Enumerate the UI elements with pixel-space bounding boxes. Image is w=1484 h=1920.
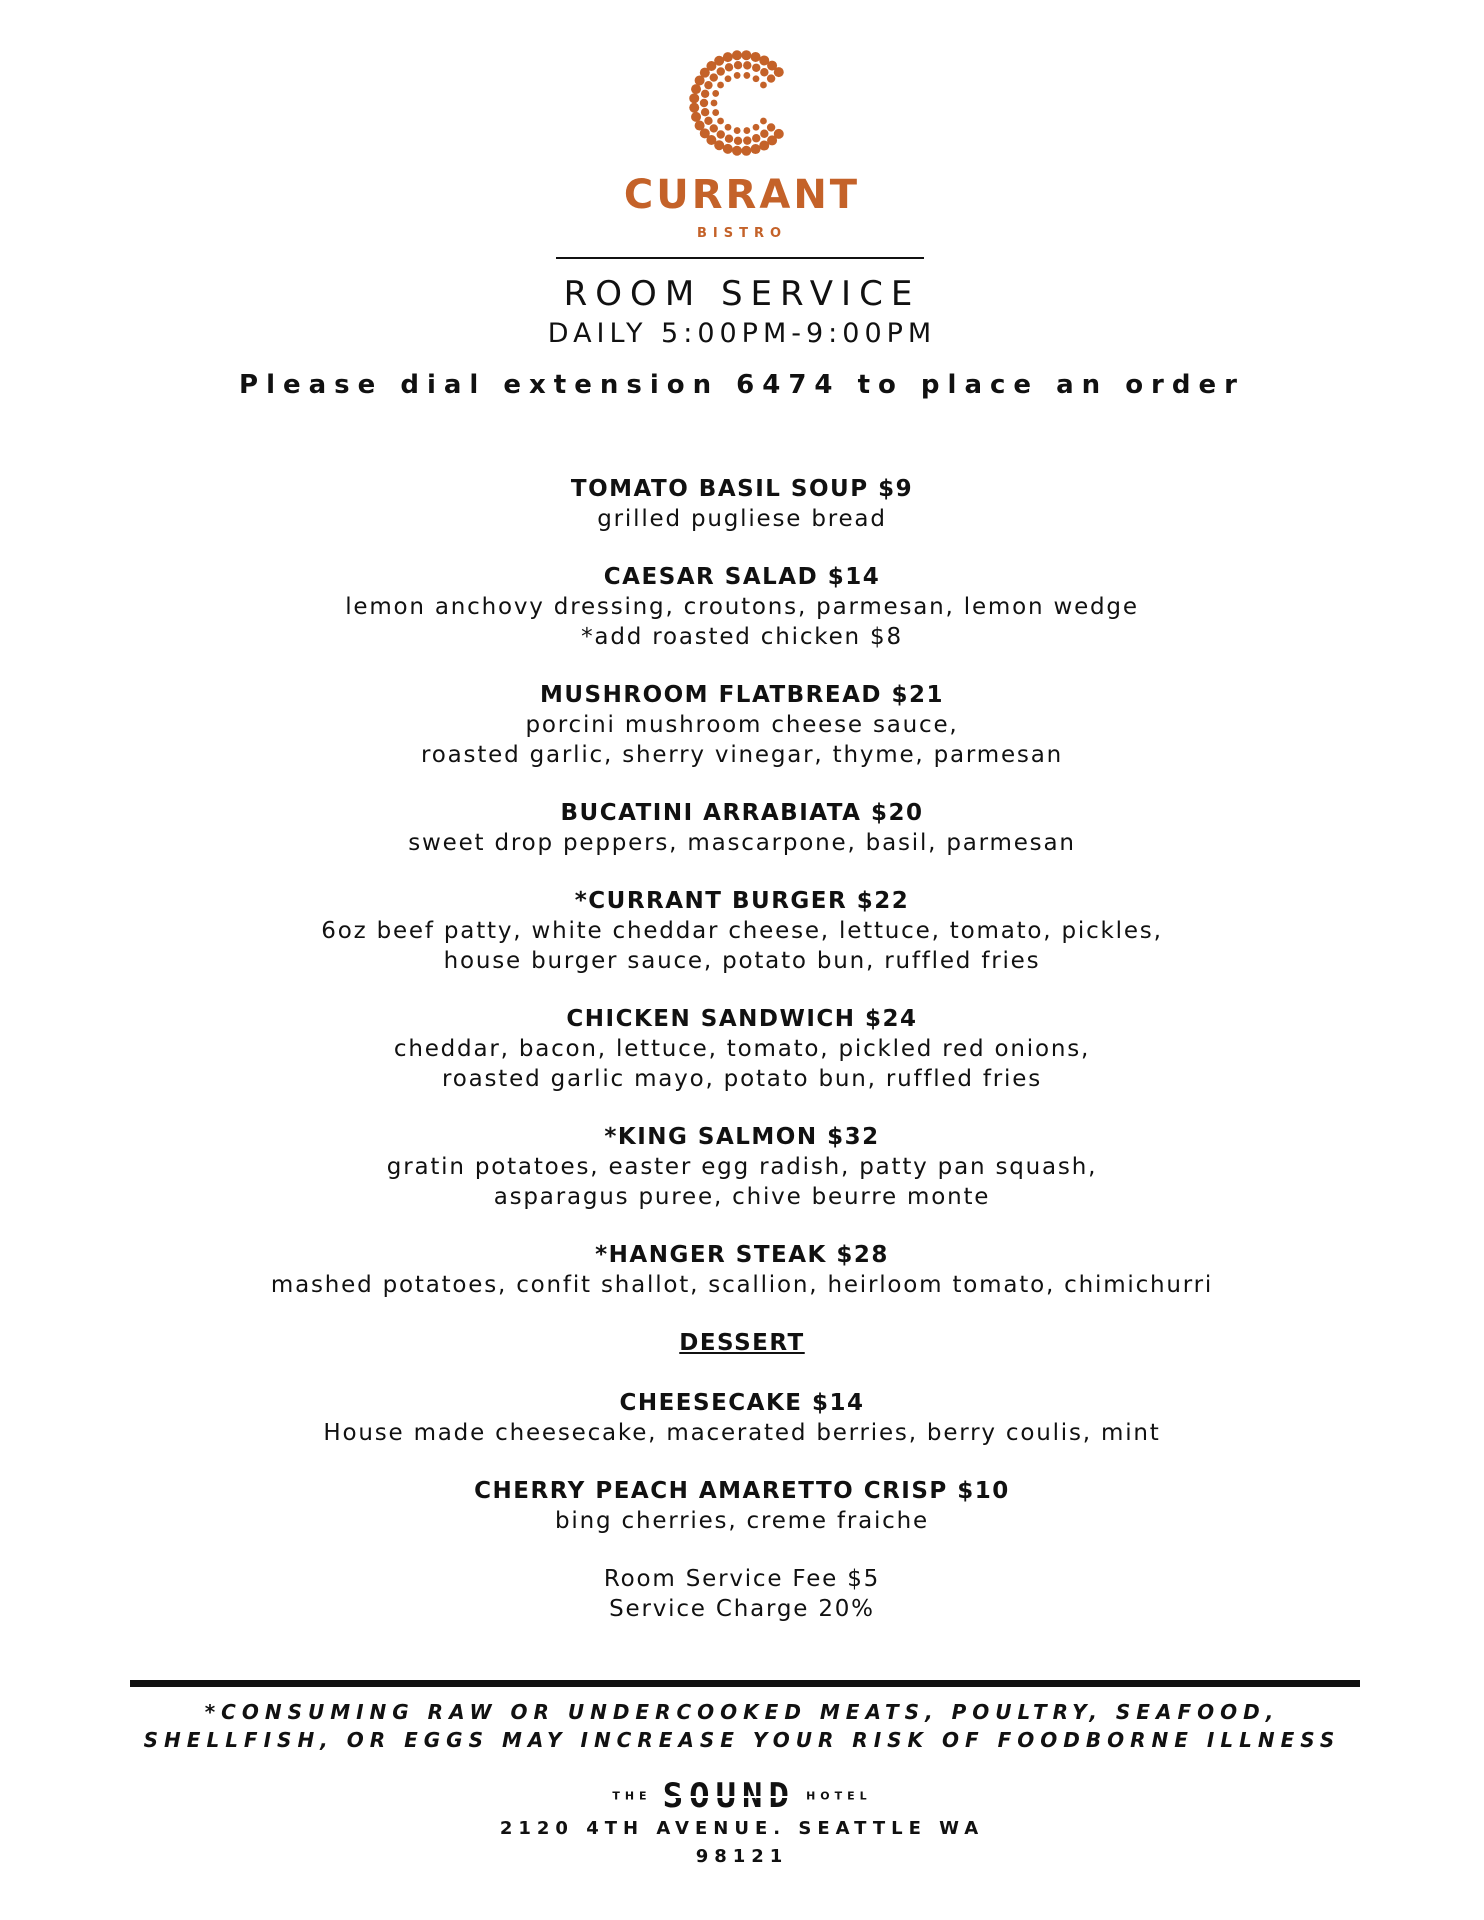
page-title: ROOM SERVICE — [563, 274, 921, 314]
item-name: MUSHROOM FLATBREAD $21 — [539, 682, 945, 708]
food-warning-line-2: SHELLFISH, OR EGGS MAY INCREASE YOUR RISK OF FOODBORNE ILLNESS — [143, 1728, 1341, 1752]
item-description: bing cherries, creme fraiche — [555, 1508, 929, 1534]
hotel-logo-post: HOTEL — [806, 1789, 872, 1803]
item-name: BUCATINI ARRABIATA $20 — [560, 800, 924, 826]
dessert-item — [0, 1388, 1484, 1448]
item-name: *KING SALMON $32 — [604, 1124, 880, 1150]
fee-line: Room Service Fee $5 — [603, 1566, 881, 1592]
menu-item — [0, 1004, 1484, 1094]
header-divider — [556, 257, 924, 259]
hotel-logo-name: SOUND — [662, 1776, 795, 1816]
brand-subtitle: BISTRO — [696, 226, 788, 241]
currant-logo-mark — [0, 48, 1484, 162]
item-description: 6oz beef patty, white cheddar cheese, lettuce, tomato, pickles, — [321, 918, 1163, 944]
menu-item — [0, 886, 1484, 976]
hotel-logo-pre: THE — [612, 1789, 652, 1803]
item-description: roasted garlic mayo, potato bun, ruffled fries — [442, 1066, 1042, 1092]
menu-item — [0, 562, 1484, 652]
item-description: sweet drop peppers, mascarpone, basil, parmesan — [408, 830, 1076, 856]
item-description: mashed potatoes, confit shallot, scallion, heirloom tomato, chimichurri — [270, 1272, 1214, 1298]
hotel-logo — [0, 1776, 1484, 1816]
fee-line: Service Charge 20% — [609, 1596, 875, 1622]
item-name: CHERRY PEACH AMARETTO CRISP $10 — [474, 1478, 1010, 1504]
menu-list — [0, 474, 1484, 1624]
dessert-heading: DESSERT — [679, 1330, 805, 1356]
menu-item — [0, 474, 1484, 534]
menu-item — [0, 798, 1484, 858]
item-description: cheddar, bacon, lettuce, tomato, pickled red onions, — [393, 1036, 1091, 1062]
item-description: grilled pugliese bread — [597, 506, 887, 532]
item-description: roasted garlic, sherry vinegar, thyme, parmesan — [421, 742, 1063, 768]
item-name: *HANGER STEAK $28 — [595, 1242, 889, 1268]
order-instructions: Please dial extension 6474 to place an order — [239, 370, 1245, 400]
item-name: TOMATO BASIL SOUP $9 — [570, 476, 914, 502]
footer-divider — [130, 1680, 1360, 1687]
hotel-address-line-1: 2120 4TH AVENUE. SEATTLE WA — [499, 1818, 985, 1839]
item-name: CHICKEN SANDWICH $24 — [566, 1006, 918, 1032]
menu-item — [0, 1122, 1484, 1212]
item-description: asparagus puree, chive beurre monte — [493, 1184, 991, 1210]
item-description: House made cheesecake, macerated berries, berry coulis, mint — [323, 1420, 1161, 1446]
item-description: lemon anchovy dressing, croutons, parmesan, lemon wedge — [345, 594, 1139, 620]
hotel-address-line-2: 98121 — [695, 1846, 789, 1867]
dessert-item — [0, 1476, 1484, 1536]
menu-item — [0, 680, 1484, 770]
item-description: *add roasted chicken $8 — [581, 624, 903, 650]
item-name: CAESAR SALAD $14 — [603, 564, 881, 590]
fees-block — [0, 1564, 1484, 1624]
item-name: *CURRANT BURGER $22 — [574, 888, 910, 914]
item-description: house burger sauce, potato bun, ruffled fries — [443, 948, 1041, 974]
item-description: porcini mushroom cheese sauce, — [525, 712, 959, 738]
food-warning-line-1: *CONSUMING RAW OR UNDERCOOKED MEATS, POULTRY, SEAFOOD, — [204, 1700, 1280, 1724]
brand-name: CURRANT — [623, 172, 861, 218]
item-name: CHEESECAKE $14 — [619, 1390, 865, 1416]
dotted-c-icon — [687, 48, 797, 158]
item-description: gratin potatoes, easter egg radish, patty pan squash, — [386, 1154, 1098, 1180]
service-hours: DAILY 5:00PM-9:00PM — [547, 318, 937, 349]
menu-item — [0, 1240, 1484, 1300]
